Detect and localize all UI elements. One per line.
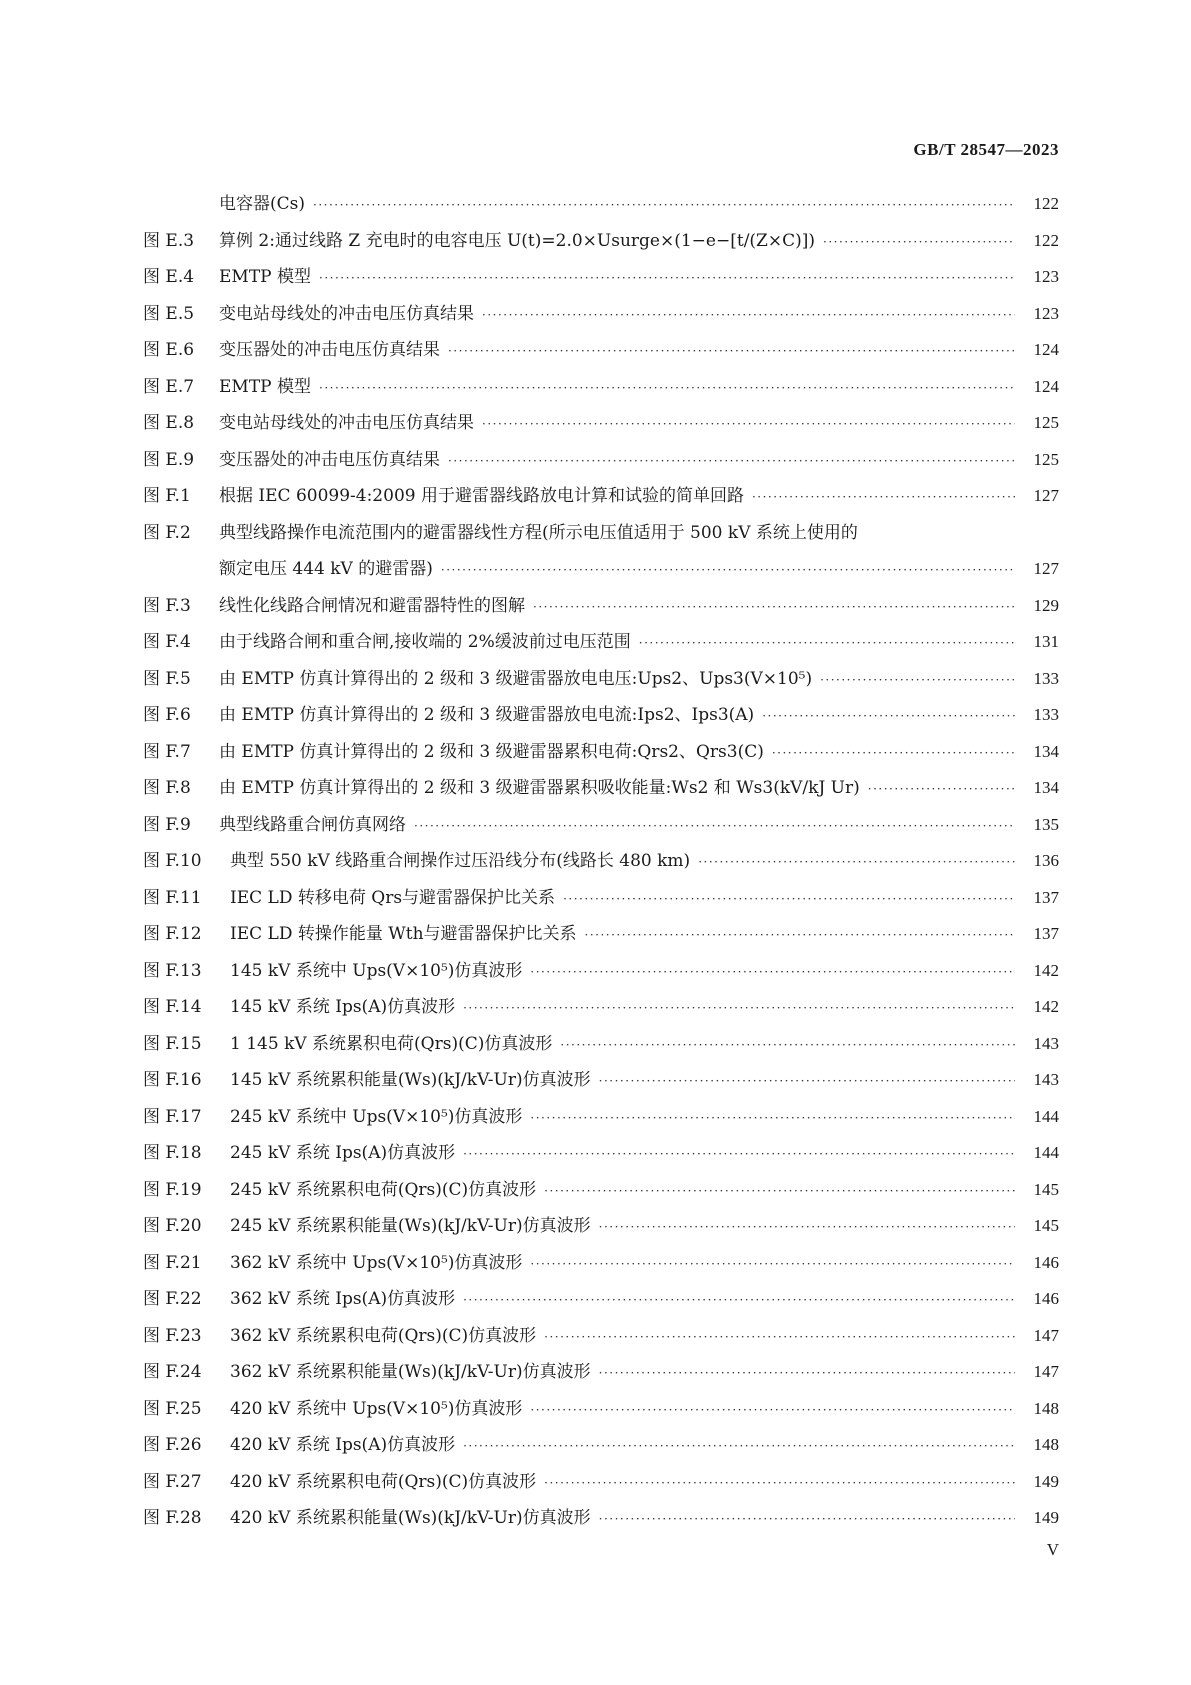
figure-label: 图 F.16 bbox=[143, 1070, 202, 1090]
dot-leader bbox=[530, 1399, 1015, 1421]
figure-label: 图 F.6 bbox=[143, 705, 191, 725]
page-ref: 125 bbox=[1033, 413, 1059, 432]
toc-row[interactable] bbox=[143, 1288, 1059, 1325]
dot-leader bbox=[599, 1362, 1015, 1384]
page-ref: 146 bbox=[1033, 1289, 1059, 1308]
figure-label: 图 F.13 bbox=[143, 960, 202, 981]
toc-row[interactable] bbox=[143, 1398, 1059, 1435]
page-ref: 136 bbox=[1033, 851, 1059, 870]
dot-leader bbox=[482, 413, 1015, 435]
page-ref: 147 bbox=[1033, 1362, 1059, 1381]
dot-leader bbox=[544, 1180, 1015, 1202]
page-ref: 146 bbox=[1033, 1252, 1059, 1272]
figure-title: IEC LD 转移电荷 Qrs与避雷器保护比关系 bbox=[230, 887, 556, 908]
figure-label: 图 F.9 bbox=[143, 814, 191, 835]
figure-label: 图 E.4 bbox=[143, 267, 195, 287]
toc-row[interactable] bbox=[143, 339, 1059, 376]
page-ref: 124 bbox=[1033, 340, 1059, 359]
page-ref: 129 bbox=[1033, 595, 1059, 615]
figure-title: 额定电压 444 kV 的避雷器) bbox=[219, 559, 433, 579]
dot-leader bbox=[463, 997, 1015, 1019]
figure-label: 图 E.5 bbox=[143, 303, 195, 324]
figure-title: 由 EMTP 仿真计算得出的 2 级和 3 级避雷器累积电荷:Qrs2、Qrs3(C) bbox=[219, 741, 764, 762]
figure-title: 420 kV 系统累积电荷(Qrs)(C)仿真波形 bbox=[230, 1471, 537, 1492]
figure-title: 245 kV 系统累积能量(Ws)(kJ/kV-Ur)仿真波形 bbox=[230, 1216, 591, 1236]
dot-leader bbox=[563, 888, 1015, 910]
figure-title: 根据 IEC 60099-4:2009 用于避雷器线路放电计算和试验的简单回路 bbox=[219, 486, 744, 506]
dot-leader bbox=[463, 1289, 1015, 1311]
page-ref: 145 bbox=[1033, 1216, 1059, 1235]
dot-leader bbox=[414, 815, 1015, 837]
page-ref: 127 bbox=[1033, 559, 1059, 578]
figure-title: 420 kV 系统中 Ups(V×10⁵)仿真波形 bbox=[230, 1398, 523, 1419]
page-ref: 124 bbox=[1033, 376, 1059, 396]
figure-title: 典型线路操作电流范围内的避雷器线性方程(所示电压值适用于 500 kV 系统上使用的 bbox=[219, 522, 858, 543]
toc-row[interactable] bbox=[143, 1179, 1059, 1216]
toc-row[interactable] bbox=[143, 558, 1059, 595]
page-ref: 142 bbox=[1033, 960, 1059, 980]
page-ref: 144 bbox=[1033, 1143, 1059, 1162]
figure-label: 图 F.11 bbox=[143, 887, 202, 908]
page-number: V bbox=[1046, 1540, 1059, 1559]
page-ref: 142 bbox=[1033, 997, 1059, 1016]
toc-row[interactable] bbox=[143, 1106, 1059, 1143]
figure-title: 145 kV 系统中 Ups(V×10⁵)仿真波形 bbox=[230, 960, 523, 981]
dot-leader bbox=[698, 851, 1015, 873]
page-ref: 134 bbox=[1033, 741, 1059, 761]
page-ref: 122 bbox=[1033, 230, 1059, 250]
figure-label: 图 F.10 bbox=[143, 851, 202, 871]
figure-title: 由 EMTP 仿真计算得出的 2 级和 3 级避雷器放电电流:Ips2、Ips3(A) bbox=[219, 705, 755, 725]
toc-row[interactable] bbox=[143, 1471, 1059, 1508]
figure-title: 变压器处的冲击电压仿真结果 bbox=[219, 449, 440, 470]
page-ref: 122 bbox=[1033, 194, 1059, 213]
toc-row[interactable] bbox=[143, 1252, 1059, 1289]
figure-title: IEC LD 转操作能量 Wth与避雷器保护比关系 bbox=[230, 924, 577, 944]
toc-row[interactable] bbox=[143, 923, 1059, 960]
toc-row[interactable] bbox=[143, 485, 1059, 522]
figure-label: 图 F.22 bbox=[143, 1289, 202, 1309]
figure-title: 245 kV 系统累积电荷(Qrs)(C)仿真波形 bbox=[230, 1179, 537, 1200]
dot-leader bbox=[820, 669, 1015, 691]
dot-leader bbox=[463, 1435, 1015, 1457]
page-ref: 137 bbox=[1033, 924, 1059, 943]
toc-row[interactable] bbox=[143, 412, 1059, 449]
page-ref: 137 bbox=[1033, 887, 1059, 907]
figure-title: 1 145 kV 系统累积电荷(Qrs)(C)仿真波形 bbox=[230, 1033, 553, 1054]
page-ref: 145 bbox=[1033, 1179, 1059, 1199]
page-ref: 125 bbox=[1033, 449, 1059, 469]
page-ref: 149 bbox=[1033, 1508, 1059, 1527]
figure-title: 变电站母线处的冲击电压仿真结果 bbox=[219, 303, 474, 324]
figure-title: 145 kV 系统 Ips(A)仿真波形 bbox=[230, 997, 456, 1017]
figure-title: 由 EMTP 仿真计算得出的 2 级和 3 级避雷器放电电压:Ups2、Ups3(V×10⁵) bbox=[219, 668, 813, 689]
figure-label: 图 F.27 bbox=[143, 1471, 202, 1492]
figure-label: 图 E.8 bbox=[143, 413, 195, 433]
toc-row[interactable] bbox=[143, 960, 1059, 997]
toc-row[interactable] bbox=[143, 376, 1059, 413]
figure-title: 420 kV 系统 Ips(A)仿真波形 bbox=[230, 1435, 456, 1455]
page-ref: 147 bbox=[1033, 1325, 1059, 1345]
figure-label: 图 F.3 bbox=[143, 595, 191, 616]
dot-leader bbox=[560, 1034, 1015, 1056]
figure-label: 图 E.6 bbox=[143, 340, 195, 360]
page-ref: 133 bbox=[1033, 705, 1059, 724]
toc-row[interactable] bbox=[143, 1142, 1059, 1179]
figure-label: 图 E.9 bbox=[143, 449, 195, 470]
toc-row[interactable] bbox=[143, 266, 1059, 303]
figure-label: 图 F.12 bbox=[143, 924, 202, 944]
figure-title: 典型 550 kV 线路重合闸操作过压沿线分布(线路长 480 km) bbox=[230, 851, 691, 871]
dot-leader bbox=[599, 1508, 1015, 1530]
dot-leader bbox=[530, 1253, 1015, 1275]
figure-label: 图 F.17 bbox=[143, 1106, 202, 1127]
figure-title: EMTP 模型 bbox=[219, 376, 311, 397]
figure-label: 图 F.20 bbox=[143, 1216, 202, 1236]
figure-title: 由于线路合闸和重合闸,接收端的 2%缓波前过电压范围 bbox=[219, 632, 631, 652]
toc-row[interactable] bbox=[143, 303, 1059, 340]
dot-leader bbox=[599, 1216, 1015, 1238]
page-ref: 134 bbox=[1033, 778, 1059, 797]
dot-leader bbox=[313, 194, 1015, 216]
toc-row[interactable] bbox=[143, 1033, 1059, 1070]
toc-row[interactable] bbox=[143, 850, 1059, 887]
dot-leader bbox=[482, 304, 1015, 326]
dot-leader bbox=[599, 1070, 1015, 1092]
figure-label: 图 F.21 bbox=[143, 1252, 202, 1273]
toc-row[interactable] bbox=[143, 1325, 1059, 1362]
dot-leader bbox=[530, 1107, 1015, 1129]
toc-row[interactable] bbox=[143, 230, 1059, 267]
figure-title: 由 EMTP 仿真计算得出的 2 级和 3 级避雷器累积吸收能量:Ws2 和 Ws3(kV/kJ Ur) bbox=[219, 778, 860, 798]
figure-title: 算例 2:通过线路 Z 充电时的电容电压 U(t)=2.0×Usurge×(1−e−[t/(Z×C)]) bbox=[219, 230, 816, 251]
toc-row[interactable] bbox=[143, 1507, 1059, 1544]
toc-row[interactable] bbox=[143, 741, 1059, 778]
toc-row[interactable] bbox=[143, 704, 1059, 741]
dot-leader bbox=[463, 1143, 1015, 1165]
dot-leader bbox=[585, 924, 1015, 946]
figure-label: 图 F.5 bbox=[143, 668, 191, 689]
figure-title: 362 kV 系统中 Ups(V×10⁵)仿真波形 bbox=[230, 1252, 523, 1273]
dot-leader bbox=[868, 778, 1015, 800]
figure-title: 245 kV 系统中 Ups(V×10⁵)仿真波形 bbox=[230, 1106, 523, 1127]
figure-label: 图 F.7 bbox=[143, 741, 191, 762]
figure-title: 245 kV 系统 Ips(A)仿真波形 bbox=[230, 1143, 456, 1163]
figure-title: 电容器(Cs) bbox=[219, 194, 305, 214]
dot-leader bbox=[752, 486, 1015, 508]
dot-leader bbox=[441, 559, 1015, 581]
toc-row[interactable] bbox=[143, 777, 1059, 814]
figure-label: 图 F.23 bbox=[143, 1325, 202, 1346]
figure-label: 图 F.28 bbox=[143, 1508, 202, 1528]
figure-label: 图 E.7 bbox=[143, 376, 195, 397]
figure-title: 362 kV 系统累积能量(Ws)(kJ/kV-Ur)仿真波形 bbox=[230, 1362, 591, 1382]
toc-row[interactable] bbox=[143, 814, 1059, 851]
dot-leader bbox=[762, 705, 1015, 727]
figure-label: 图 F.14 bbox=[143, 997, 202, 1017]
figure-label: 图 F.2 bbox=[143, 522, 191, 543]
toc-row[interactable] bbox=[143, 668, 1059, 705]
dot-leader bbox=[544, 1326, 1015, 1348]
dot-leader bbox=[544, 1472, 1015, 1494]
toc-row[interactable] bbox=[143, 595, 1059, 632]
figure-label: 图 F.24 bbox=[143, 1362, 202, 1382]
figure-title: 典型线路重合闸仿真网络 bbox=[219, 814, 406, 835]
figure-title: EMTP 模型 bbox=[219, 267, 311, 287]
dot-leader bbox=[319, 377, 1015, 399]
figure-label: 图 F.1 bbox=[143, 486, 191, 506]
list-of-figures bbox=[143, 193, 1059, 1544]
page-ref: 148 bbox=[1033, 1398, 1059, 1418]
page-ref: 131 bbox=[1033, 632, 1059, 651]
toc-row[interactable] bbox=[143, 631, 1059, 668]
figure-label: 图 F.26 bbox=[143, 1435, 202, 1455]
figure-title: 线性化线路合闸情况和避雷器特性的图解 bbox=[219, 595, 525, 616]
figure-label: 图 F.25 bbox=[143, 1398, 202, 1419]
toc-row[interactable] bbox=[143, 1215, 1059, 1252]
standard-number: GB/T 28547—2023 bbox=[913, 140, 1059, 159]
dot-leader bbox=[772, 742, 1015, 764]
figure-label: 图 F.19 bbox=[143, 1179, 202, 1200]
page-ref: 144 bbox=[1033, 1106, 1059, 1126]
dot-leader bbox=[319, 267, 1015, 289]
figure-title: 362 kV 系统累积电荷(Qrs)(C)仿真波形 bbox=[230, 1325, 537, 1346]
dot-leader bbox=[448, 450, 1015, 472]
dot-leader bbox=[823, 231, 1015, 253]
page-ref: 148 bbox=[1033, 1435, 1059, 1454]
figure-title: 变电站母线处的冲击电压仿真结果 bbox=[219, 413, 474, 433]
dot-leader bbox=[533, 596, 1015, 618]
page-ref: 143 bbox=[1033, 1033, 1059, 1053]
figure-title: 变压器处的冲击电压仿真结果 bbox=[219, 340, 440, 360]
page-ref: 143 bbox=[1033, 1070, 1059, 1089]
dot-leader bbox=[530, 961, 1015, 983]
figure-title: 420 kV 系统累积能量(Ws)(kJ/kV-Ur)仿真波形 bbox=[230, 1508, 591, 1528]
page-ref: 127 bbox=[1033, 486, 1059, 505]
figure-title: 145 kV 系统累积能量(Ws)(kJ/kV-Ur)仿真波形 bbox=[230, 1070, 591, 1090]
toc-row[interactable] bbox=[143, 996, 1059, 1033]
page-ref: 149 bbox=[1033, 1471, 1059, 1491]
page-ref: 133 bbox=[1033, 668, 1059, 688]
dot-leader bbox=[448, 340, 1015, 362]
page-ref: 123 bbox=[1033, 303, 1059, 323]
figure-label: 图 E.3 bbox=[143, 230, 195, 251]
figure-label: 图 F.15 bbox=[143, 1033, 202, 1054]
figure-title: 362 kV 系统 Ips(A)仿真波形 bbox=[230, 1289, 456, 1309]
figure-label: 图 F.4 bbox=[143, 632, 191, 652]
figure-label: 图 F.18 bbox=[143, 1143, 202, 1163]
toc-row[interactable] bbox=[143, 1069, 1059, 1106]
toc-row[interactable] bbox=[143, 887, 1059, 924]
toc-row[interactable] bbox=[143, 193, 1059, 230]
dot-leader bbox=[639, 632, 1015, 654]
page-ref: 135 bbox=[1033, 814, 1059, 834]
figure-label: 图 F.8 bbox=[143, 778, 191, 798]
page-ref: 123 bbox=[1033, 267, 1059, 286]
toc-row[interactable] bbox=[143, 449, 1059, 486]
toc-row[interactable] bbox=[143, 1361, 1059, 1398]
toc-row[interactable] bbox=[143, 522, 1059, 559]
toc-row[interactable] bbox=[143, 1434, 1059, 1471]
